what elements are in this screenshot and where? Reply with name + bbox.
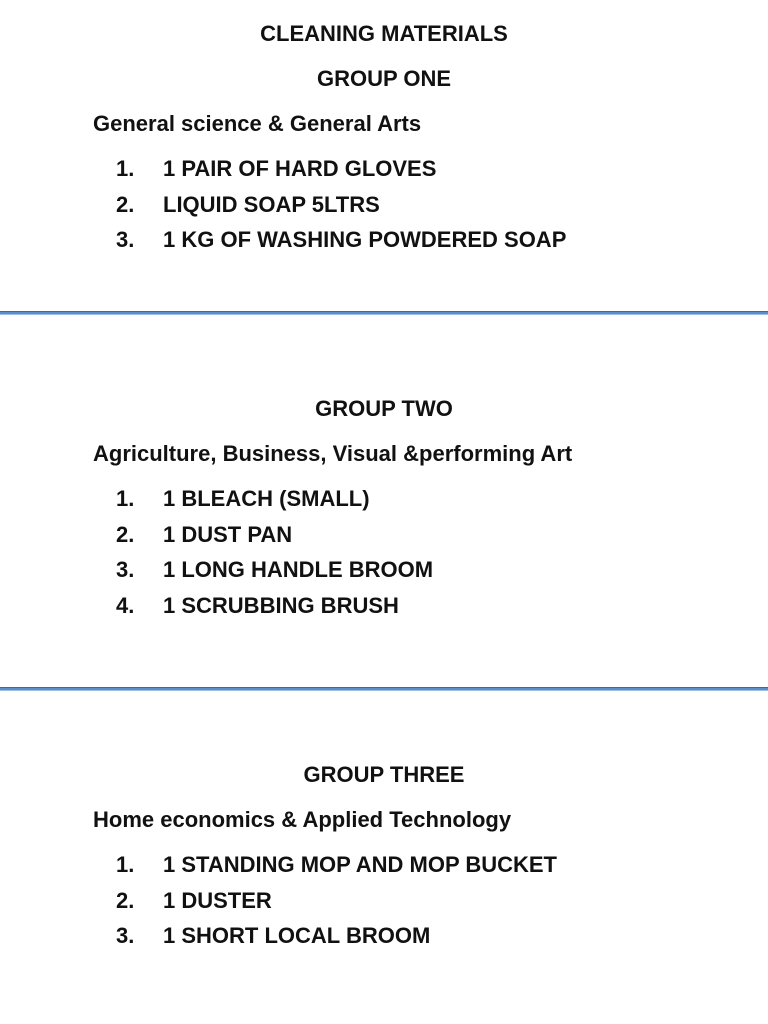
group-two-heading: GROUP TWO [315, 396, 453, 421]
list-item-number: 2. [116, 521, 135, 547]
group-two-departments: Agriculture, Business, Visual &performing Art [93, 441, 573, 466]
list-item-text: 1 KG OF WASHING POWDERED SOAP [163, 227, 567, 252]
list-item-text: 1 SHORT LOCAL BROOM [163, 923, 431, 948]
group-three-heading: GROUP THREE [303, 762, 465, 787]
group-one-heading: GROUP ONE [316, 66, 452, 91]
group-one-departments: General science & General Arts [93, 111, 422, 136]
list-item-text: 1 LONG HANDLE BROOM [163, 557, 434, 582]
section-divider [0, 687, 768, 691]
list-item-number: 1. [116, 852, 135, 877]
list-item-text: 1 SCRUBBING BRUSH [163, 592, 399, 618]
list-item-number: 1. [116, 156, 135, 181]
list-item-text: 1 BLEACH (SMALL) [163, 486, 370, 511]
list-item-number: 4. [116, 592, 135, 618]
list-item-text: 1 DUSTER [163, 887, 272, 913]
list-item-text: 1 DUST PAN [163, 521, 293, 547]
list-item-number: 2. [116, 887, 135, 913]
document-title: CLEANING MATERIALS [260, 21, 508, 46]
list-item-text: LIQUID SOAP 5LTRS [163, 191, 380, 217]
group-three-departments: Home economics & Applied Technology [93, 807, 512, 832]
list-item-number: 3. [116, 227, 135, 252]
list-item-number: 3. [116, 923, 135, 948]
list-item-number: 3. [116, 557, 135, 582]
list-item-number: 2. [116, 191, 135, 217]
list-item-text: 1 STANDING MOP AND MOP BUCKET [163, 852, 557, 877]
list-item-text: 1 PAIR OF HARD GLOVES [163, 156, 437, 181]
list-item-number: 1. [116, 486, 135, 511]
section-divider [0, 311, 768, 315]
